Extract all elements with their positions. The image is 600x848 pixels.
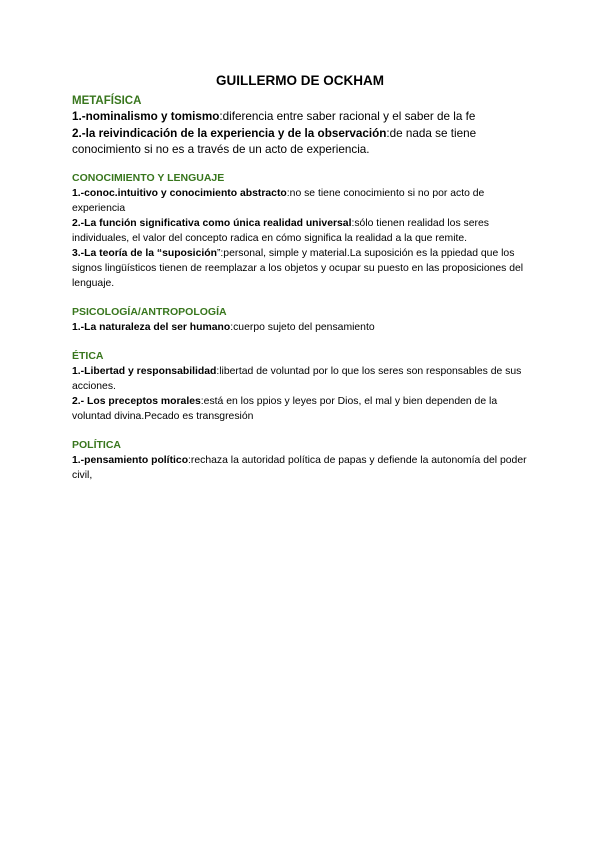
definition: :diferencia entre saber racional y el saber de la fe xyxy=(219,110,476,123)
definition: :rechaza la autoridad política de papas y defiende la autonomía del poder civil, xyxy=(72,454,527,481)
definition: :libertad de voluntad por lo que los seres son responsables de sus acciones. xyxy=(72,365,522,392)
term: 1.-Libertad y responsabilidad xyxy=(72,365,217,377)
term: 1.-nominalismo y tomismo xyxy=(72,110,220,123)
paragraph-politica-1 xyxy=(72,453,528,483)
paragraph-conocimiento-1 xyxy=(72,186,528,216)
section-heading-etica: ÉTICA xyxy=(72,349,104,362)
definition: :está en los ppios y leyes por Dios, el mal y bien dependen de la voluntad divina.Pecado es transgresión xyxy=(72,395,498,422)
paragraph-conocimiento-3 xyxy=(72,246,528,291)
paragraph-psicologia-1 xyxy=(72,320,528,335)
definition: :cuerpo sujeto del pensamiento xyxy=(230,321,375,333)
paragraph-etica-2 xyxy=(72,394,528,424)
definition: :no se tiene conocimiento si no por acto de experiencia xyxy=(72,187,485,214)
term: 2.- Los preceptos morales xyxy=(72,395,201,407)
term: 2.-la reivindicación de la experiencia y de la observación xyxy=(72,126,387,140)
section-heading-conocimiento: CONOCIMIENTO Y LENGUAJE xyxy=(72,171,225,184)
section-heading-metafisica: METAFÍSICA xyxy=(72,95,142,107)
section-heading-politica: POLÍTICA xyxy=(72,438,121,451)
paragraph-metafisica-1 xyxy=(72,109,528,126)
term: 1.-conoc.intuitivo y conocimiento abstracto xyxy=(72,187,287,199)
document-content xyxy=(72,72,528,483)
definition: :de nada se tiene conocimiento si no es a través de un acto de experiencia. xyxy=(72,126,477,156)
section-heading-psicologia: PSICOLOGÍA/ANTROPOLOGÍA xyxy=(72,305,227,318)
paragraph-etica-1 xyxy=(72,364,528,394)
term: 1.-La naturaleza del ser humano xyxy=(72,321,231,333)
term: 2.-La función significativa como única realidad universal xyxy=(72,217,352,229)
paragraph-conocimiento-2 xyxy=(72,216,528,246)
paragraph-metafisica-2 xyxy=(72,126,528,159)
document-title: GUILLERMO DE OCKHAM xyxy=(216,73,384,88)
term: 1.-pensamiento político xyxy=(72,454,189,466)
definition: :sólo tienen realidad los seres individuales, el valor del concepto radica en cómo significa la realidad a la que remite. xyxy=(72,217,489,244)
definition: ”:personal, simple y material.La suposición es la ppiedad que los signos lingüísticos tienen de reemplazar a los objetos y ocupar su puesto en las proposiciones del lenguaje. xyxy=(72,247,524,289)
term: 3.-La teoría de la “suposición xyxy=(72,247,217,259)
